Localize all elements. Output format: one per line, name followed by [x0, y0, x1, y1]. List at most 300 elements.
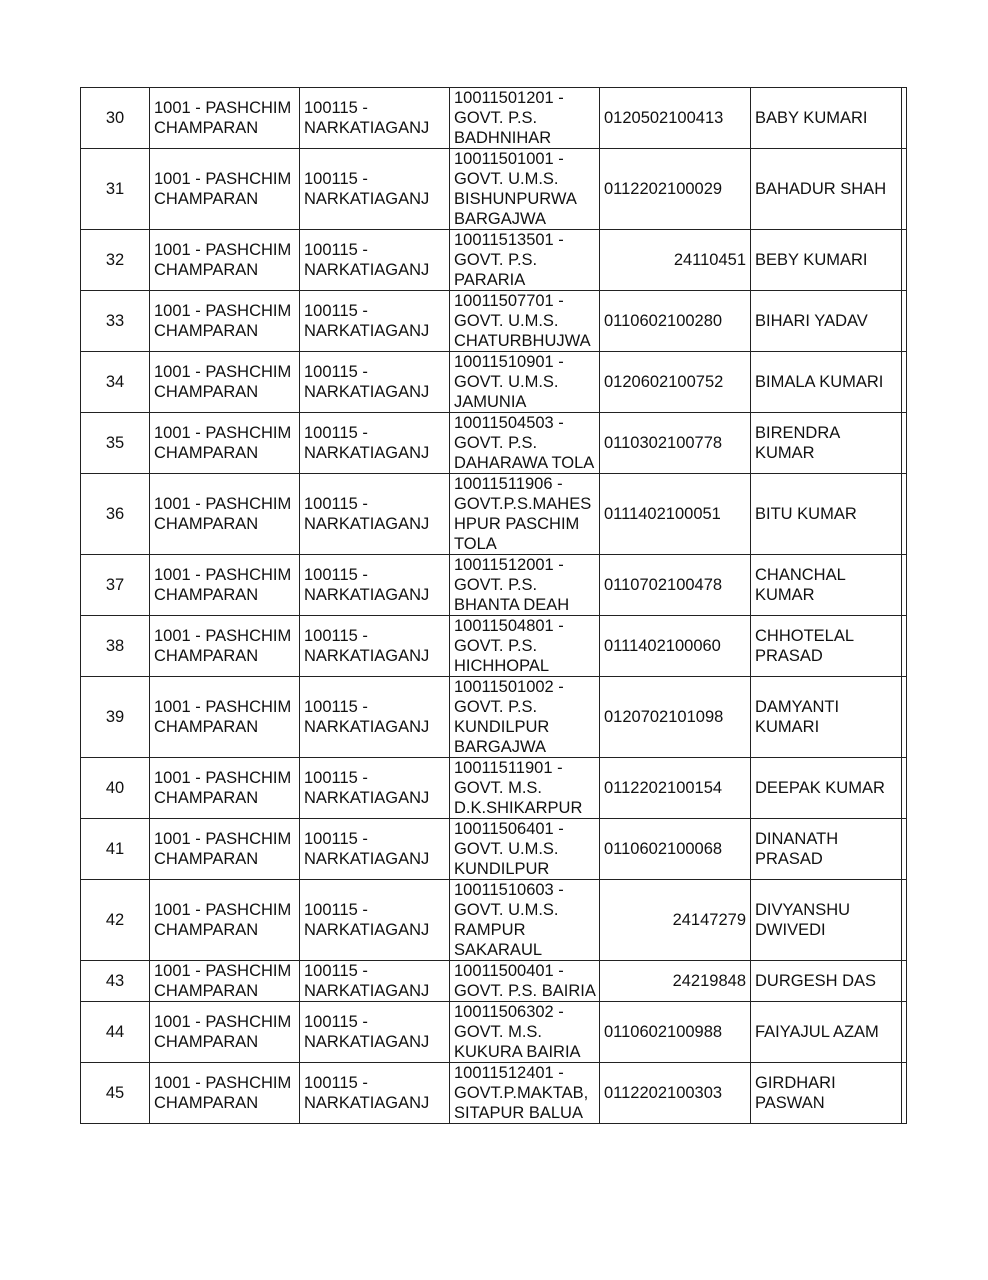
employee-code: 0112202100154 — [604, 779, 723, 797]
school-line: KUNDILPUR — [454, 718, 550, 736]
serial-number: 37 — [105, 576, 125, 594]
district-line: 1001 - PASHCHIM — [154, 1074, 292, 1092]
school-line: GOVT. P.S. — [454, 637, 538, 655]
table-row — [81, 352, 907, 413]
school-line: 10011512401 - — [454, 1064, 564, 1082]
block-cell — [300, 149, 450, 230]
school-cell — [450, 880, 600, 961]
employee-code: 0120702101098 — [604, 708, 724, 726]
serial-number: 42 — [105, 911, 125, 929]
teacher-name-cell — [751, 88, 902, 149]
block-cell — [300, 677, 450, 758]
school-line: 10011511906 - — [454, 475, 563, 493]
district-cell — [150, 1063, 300, 1124]
teacher-name-line: GIRDHARI — [755, 1074, 836, 1092]
teacher-name-line: PRASAD — [755, 850, 823, 868]
serial-number: 43 — [105, 972, 125, 990]
serial-number: 41 — [105, 840, 125, 858]
school-cell — [450, 961, 600, 1002]
serial-number: 31 — [105, 180, 125, 198]
employee-code: 0110302100778 — [604, 434, 723, 452]
table-row — [81, 555, 907, 616]
district-line: 1001 - PASHCHIM — [154, 830, 292, 848]
block-line: NARKATIAGANJ — [304, 718, 430, 736]
serial-number: 39 — [105, 708, 125, 726]
block-line: NARKATIAGANJ — [304, 322, 430, 340]
district-line: 1001 - PASHCHIM — [154, 495, 292, 513]
school-line: 10011507701 - — [454, 292, 564, 310]
block-line: 100115 - — [304, 99, 368, 117]
district-line: CHAMPARAN — [154, 718, 259, 736]
employee-code: 0110602100280 — [604, 312, 723, 330]
serial-number: 44 — [105, 1023, 125, 1041]
table-edge-cell — [902, 677, 907, 758]
table-edge-cell — [902, 352, 907, 413]
district-cell — [150, 291, 300, 352]
employee-code-cell — [600, 413, 751, 474]
district-cell — [150, 474, 300, 555]
employee-code: 0111402100051 — [604, 505, 721, 523]
block-cell — [300, 413, 450, 474]
table-edge-cell — [902, 758, 907, 819]
school-cell — [450, 88, 600, 149]
district-cell — [150, 880, 300, 961]
employee-code: 0111402100060 — [604, 637, 721, 655]
school-line: BADHNIHAR — [454, 129, 552, 147]
employee-code: 0110602100068 — [604, 840, 723, 858]
teacher-name-line: KUMAR — [755, 444, 815, 462]
block-line: 100115 - — [304, 302, 368, 320]
school-cell — [450, 474, 600, 555]
school-line: GOVT. U.M.S. — [454, 840, 559, 858]
block-line: 100115 - — [304, 170, 368, 188]
school-cell — [450, 230, 600, 291]
table-row — [81, 880, 907, 961]
teacher-name-cell — [751, 352, 902, 413]
serial-number: 40 — [105, 779, 125, 797]
employee-code-cell — [600, 352, 751, 413]
school-cell — [450, 758, 600, 819]
table-row — [81, 230, 907, 291]
serial-number-cell — [81, 474, 150, 555]
employee-code: 0112202100029 — [604, 180, 723, 198]
teacher-name-cell — [751, 616, 902, 677]
serial-number-cell — [81, 291, 150, 352]
block-cell — [300, 291, 450, 352]
employee-code-cell — [600, 1063, 751, 1124]
block-cell — [300, 555, 450, 616]
teacher-name-line: DWIVEDI — [755, 921, 826, 939]
serial-number-cell — [81, 961, 150, 1002]
table-row — [81, 88, 907, 149]
block-line: NARKATIAGANJ — [304, 1094, 430, 1112]
school-cell — [450, 677, 600, 758]
employee-code-cell — [600, 880, 751, 961]
employee-code: 24219848 — [672, 972, 746, 990]
school-line: D.K.SHIKARPUR — [454, 799, 583, 817]
table-edge-cell — [902, 819, 907, 880]
teacher-name-cell — [751, 413, 902, 474]
table-edge-cell — [902, 88, 907, 149]
block-line: 100115 - — [304, 241, 368, 259]
district-cell — [150, 819, 300, 880]
table-edge-cell — [902, 1002, 907, 1063]
employee-code-cell — [600, 677, 751, 758]
teacher-name-cell — [751, 555, 902, 616]
school-cell — [450, 352, 600, 413]
serial-number-cell — [81, 758, 150, 819]
school-line: 10011501002 - — [454, 678, 564, 696]
teacher-name-cell — [751, 474, 902, 555]
block-line: 100115 - — [304, 769, 368, 787]
serial-number: 36 — [105, 505, 125, 523]
block-cell — [300, 88, 450, 149]
block-line: 100115 - — [304, 495, 368, 513]
district-line: CHAMPARAN — [154, 119, 259, 137]
serial-number-cell — [81, 1002, 150, 1063]
block-line: NARKATIAGANJ — [304, 921, 430, 939]
serial-number-cell — [81, 677, 150, 758]
teacher-name-cell — [751, 677, 902, 758]
school-line: SAKARAUL — [454, 941, 543, 959]
district-cell — [150, 616, 300, 677]
district-cell — [150, 758, 300, 819]
district-line: 1001 - PASHCHIM — [154, 241, 292, 259]
district-cell — [150, 1002, 300, 1063]
school-line: 10011511901 - — [454, 759, 563, 777]
table-edge-cell — [902, 474, 907, 555]
serial-number-cell — [81, 555, 150, 616]
school-line: 10011500401 - — [454, 962, 564, 980]
teacher-name-cell — [751, 1002, 902, 1063]
district-line: CHAMPARAN — [154, 982, 259, 1000]
district-line: 1001 - PASHCHIM — [154, 962, 292, 980]
teacher-name-cell — [751, 1063, 902, 1124]
teacher-name-line: PRASAD — [755, 647, 823, 665]
teacher-name-line: DURGESH DAS — [755, 972, 877, 990]
employee-code: 0112202100303 — [604, 1084, 723, 1102]
school-cell — [450, 149, 600, 230]
block-line: NARKATIAGANJ — [304, 982, 430, 1000]
block-line: NARKATIAGANJ — [304, 850, 430, 868]
district-line: CHAMPARAN — [154, 586, 259, 604]
block-cell — [300, 961, 450, 1002]
teacher-name-cell — [751, 149, 902, 230]
block-line: NARKATIAGANJ — [304, 444, 430, 462]
district-line: 1001 - PASHCHIM — [154, 901, 292, 919]
serial-number-cell — [81, 616, 150, 677]
employee-code-cell — [600, 149, 751, 230]
table-row — [81, 1063, 907, 1124]
employee-code-cell — [600, 758, 751, 819]
table-edge-cell — [902, 149, 907, 230]
school-line: BARGAJWA — [454, 210, 546, 228]
block-line: NARKATIAGANJ — [304, 586, 430, 604]
district-line: CHAMPARAN — [154, 1033, 259, 1051]
block-line: 100115 - — [304, 1074, 368, 1092]
teacher-name-line: BIHARI YADAV — [755, 312, 868, 330]
district-line: 1001 - PASHCHIM — [154, 566, 292, 584]
school-cell — [450, 1002, 600, 1063]
serial-number-cell — [81, 352, 150, 413]
school-line: GOVT.P.MAKTAB, — [454, 1084, 589, 1102]
district-line: CHAMPARAN — [154, 1094, 259, 1112]
district-line: CHAMPARAN — [154, 921, 259, 939]
block-line: 100115 - — [304, 424, 368, 442]
teacher-name-cell — [751, 291, 902, 352]
staff-table — [80, 87, 907, 1124]
teacher-name-line: DIVYANSHU — [755, 901, 851, 919]
teacher-name-line: CHHOTELAL — [755, 627, 855, 645]
block-line: NARKATIAGANJ — [304, 119, 430, 137]
table-row — [81, 758, 907, 819]
block-line: 100115 - — [304, 1013, 368, 1031]
school-line: RAMPUR — [454, 921, 526, 939]
district-cell — [150, 230, 300, 291]
district-cell — [150, 677, 300, 758]
district-line: CHAMPARAN — [154, 190, 259, 208]
district-line: CHAMPARAN — [154, 789, 259, 807]
employee-code-cell — [600, 819, 751, 880]
district-line: CHAMPARAN — [154, 444, 259, 462]
block-line: NARKATIAGANJ — [304, 261, 430, 279]
block-cell — [300, 230, 450, 291]
serial-number: 30 — [105, 109, 125, 127]
teacher-name-cell — [751, 758, 902, 819]
table-edge-cell — [902, 555, 907, 616]
school-line: PARARIA — [454, 271, 526, 289]
employee-code: 0110702100478 — [604, 576, 723, 594]
district-cell — [150, 88, 300, 149]
school-line: DAHARAWA TOLA — [454, 454, 595, 472]
serial-number: 34 — [105, 373, 125, 391]
teacher-name-line: DAMYANTI — [755, 698, 840, 716]
district-line: CHAMPARAN — [154, 383, 259, 401]
employee-code-cell — [600, 291, 751, 352]
teacher-name-cell — [751, 880, 902, 961]
employee-code: 0110602100988 — [604, 1023, 723, 1041]
block-cell — [300, 616, 450, 677]
table-edge-cell — [902, 230, 907, 291]
school-line: BARGAJWA — [454, 738, 546, 756]
school-cell — [450, 413, 600, 474]
table-edge-cell — [902, 291, 907, 352]
school-line: KUKURA BAIRIA — [454, 1043, 581, 1061]
teacher-name-line: DINANATH — [755, 830, 839, 848]
serial-number: 38 — [105, 637, 125, 655]
block-line: NARKATIAGANJ — [304, 647, 430, 665]
teacher-name-cell — [751, 230, 902, 291]
teacher-name-line: BIMALA KUMARI — [755, 373, 884, 391]
school-cell — [450, 555, 600, 616]
teacher-name-line: BIRENDRA — [755, 424, 841, 442]
school-cell — [450, 819, 600, 880]
block-cell — [300, 1002, 450, 1063]
district-cell — [150, 149, 300, 230]
school-line: SITAPUR BALUA — [454, 1104, 583, 1122]
table-row — [81, 149, 907, 230]
school-line: 10011504503 - — [454, 414, 564, 432]
teacher-name-cell — [751, 819, 902, 880]
block-cell — [300, 880, 450, 961]
teacher-name-line: DEEPAK KUMAR — [755, 779, 885, 797]
teacher-name-line: BITU KUMAR — [755, 505, 857, 523]
table-row — [81, 291, 907, 352]
block-line: NARKATIAGANJ — [304, 383, 430, 401]
employee-code-cell — [600, 616, 751, 677]
employee-code: 24110451 — [673, 251, 746, 269]
school-line: 10011506401 - — [454, 820, 564, 838]
table-edge-cell — [902, 413, 907, 474]
school-line: HPUR PASCHIM — [454, 515, 580, 533]
table-body — [81, 88, 907, 1124]
table-edge-cell — [902, 1063, 907, 1124]
district-line: 1001 - PASHCHIM — [154, 627, 292, 645]
district-line: 1001 - PASHCHIM — [154, 363, 292, 381]
teacher-name-line: KUMARI — [755, 718, 820, 736]
school-line: HICHHOPAL — [454, 657, 550, 675]
school-line: 10011513501 - — [454, 231, 564, 249]
block-line: 100115 - — [304, 830, 368, 848]
block-line: 100115 - — [304, 962, 368, 980]
school-line: GOVT. U.M.S. — [454, 170, 559, 188]
district-line: CHAMPARAN — [154, 647, 259, 665]
table-row — [81, 413, 907, 474]
table-row — [81, 1002, 907, 1063]
school-line: BHANTA DEAH — [454, 596, 570, 614]
serial-number-cell — [81, 230, 150, 291]
school-cell — [450, 1063, 600, 1124]
school-line: GOVT.P.S.MAHES — [454, 495, 592, 513]
school-line: GOVT. U.M.S. — [454, 901, 559, 919]
employee-code: 0120602100752 — [604, 373, 724, 391]
teacher-name-line: BABY KUMARI — [755, 109, 868, 127]
school-line: GOVT. M.S. — [454, 1023, 543, 1041]
serial-number-cell — [81, 1063, 150, 1124]
block-cell — [300, 819, 450, 880]
employee-code-cell — [600, 1002, 751, 1063]
school-line: 10011501201 - — [454, 89, 564, 107]
school-line: TOLA — [454, 535, 497, 553]
serial-number: 35 — [105, 434, 125, 452]
school-cell — [450, 616, 600, 677]
block-line: 100115 - — [304, 363, 368, 381]
block-line: NARKATIAGANJ — [304, 789, 430, 807]
teacher-name-line: FAIYAJUL AZAM — [755, 1023, 879, 1041]
teacher-name-line: BEBY KUMARI — [755, 251, 868, 269]
employee-code-cell — [600, 474, 751, 555]
school-line: 10011510603 - — [454, 881, 564, 899]
district-line: 1001 - PASHCHIM — [154, 302, 292, 320]
block-line: NARKATIAGANJ — [304, 1033, 430, 1051]
teacher-name-line: KUMAR — [755, 586, 815, 604]
serial-number: 32 — [105, 251, 125, 269]
block-line: 100115 - — [304, 698, 368, 716]
block-line: NARKATIAGANJ — [304, 515, 430, 533]
school-line: 10011512001 - — [454, 556, 564, 574]
block-cell — [300, 1063, 450, 1124]
district-line: CHAMPARAN — [154, 261, 259, 279]
serial-number: 45 — [105, 1084, 125, 1102]
school-line: BISHUNPURWA — [454, 190, 577, 208]
school-line: GOVT. M.S. — [454, 779, 543, 797]
employee-code-cell — [600, 88, 751, 149]
school-line: CHATURBHUJWA — [454, 332, 591, 350]
block-cell — [300, 758, 450, 819]
district-line: 1001 - PASHCHIM — [154, 424, 292, 442]
table-row — [81, 616, 907, 677]
school-line: GOVT. P.S. — [454, 698, 538, 716]
school-line: 10011504801 - — [454, 617, 564, 635]
district-line: CHAMPARAN — [154, 322, 259, 340]
district-line: 1001 - PASHCHIM — [154, 1013, 292, 1031]
table-row — [81, 961, 907, 1002]
employee-code-cell — [600, 555, 751, 616]
district-cell — [150, 555, 300, 616]
serial-number-cell — [81, 880, 150, 961]
table-row — [81, 677, 907, 758]
table-edge-cell — [902, 616, 907, 677]
table-row — [81, 819, 907, 880]
school-line: GOVT. U.M.S. — [454, 312, 559, 330]
employee-code-cell — [600, 230, 751, 291]
district-line: 1001 - PASHCHIM — [154, 170, 292, 188]
district-line: CHAMPARAN — [154, 850, 259, 868]
school-line: GOVT. P.S. — [454, 576, 538, 594]
table-row — [81, 474, 907, 555]
teacher-name-line: CHANCHAL — [755, 566, 846, 584]
school-line: GOVT. P.S. — [454, 434, 538, 452]
table-edge-cell — [902, 961, 907, 1002]
employee-code: 0120502100413 — [604, 109, 724, 127]
employee-code: 24147279 — [672, 911, 746, 929]
block-line: 100115 - — [304, 627, 368, 645]
teacher-name-cell — [751, 961, 902, 1002]
district-cell — [150, 961, 300, 1002]
teacher-name-line: BAHADUR SHAH — [755, 180, 887, 198]
school-line: GOVT. P.S. — [454, 251, 538, 269]
employee-code-cell — [600, 961, 751, 1002]
school-line: 10011510901 - — [454, 353, 564, 371]
school-line: GOVT. P.S. BAIRIA — [454, 982, 596, 1000]
school-line: GOVT. P.S. — [454, 109, 538, 127]
block-line: 100115 - — [304, 566, 368, 584]
district-line: 1001 - PASHCHIM — [154, 99, 292, 117]
serial-number-cell — [81, 413, 150, 474]
school-line: JAMUNIA — [454, 393, 527, 411]
school-line: 10011501001 - — [454, 150, 564, 168]
serial-number-cell — [81, 149, 150, 230]
district-cell — [150, 413, 300, 474]
teacher-name-line: PASWAN — [755, 1094, 825, 1112]
table-edge-cell — [902, 880, 907, 961]
district-line: CHAMPARAN — [154, 515, 259, 533]
school-line: GOVT. U.M.S. — [454, 373, 559, 391]
block-line: 100115 - — [304, 901, 368, 919]
serial-number-cell — [81, 88, 150, 149]
block-line: NARKATIAGANJ — [304, 190, 430, 208]
serial-number: 33 — [105, 312, 125, 330]
school-line: 10011506302 - — [454, 1003, 564, 1021]
district-cell — [150, 352, 300, 413]
serial-number-cell — [81, 819, 150, 880]
district-line: 1001 - PASHCHIM — [154, 769, 292, 787]
school-line: KUNDILPUR — [454, 860, 550, 878]
block-cell — [300, 474, 450, 555]
school-cell — [450, 291, 600, 352]
district-line: 1001 - PASHCHIM — [154, 698, 292, 716]
block-cell — [300, 352, 450, 413]
